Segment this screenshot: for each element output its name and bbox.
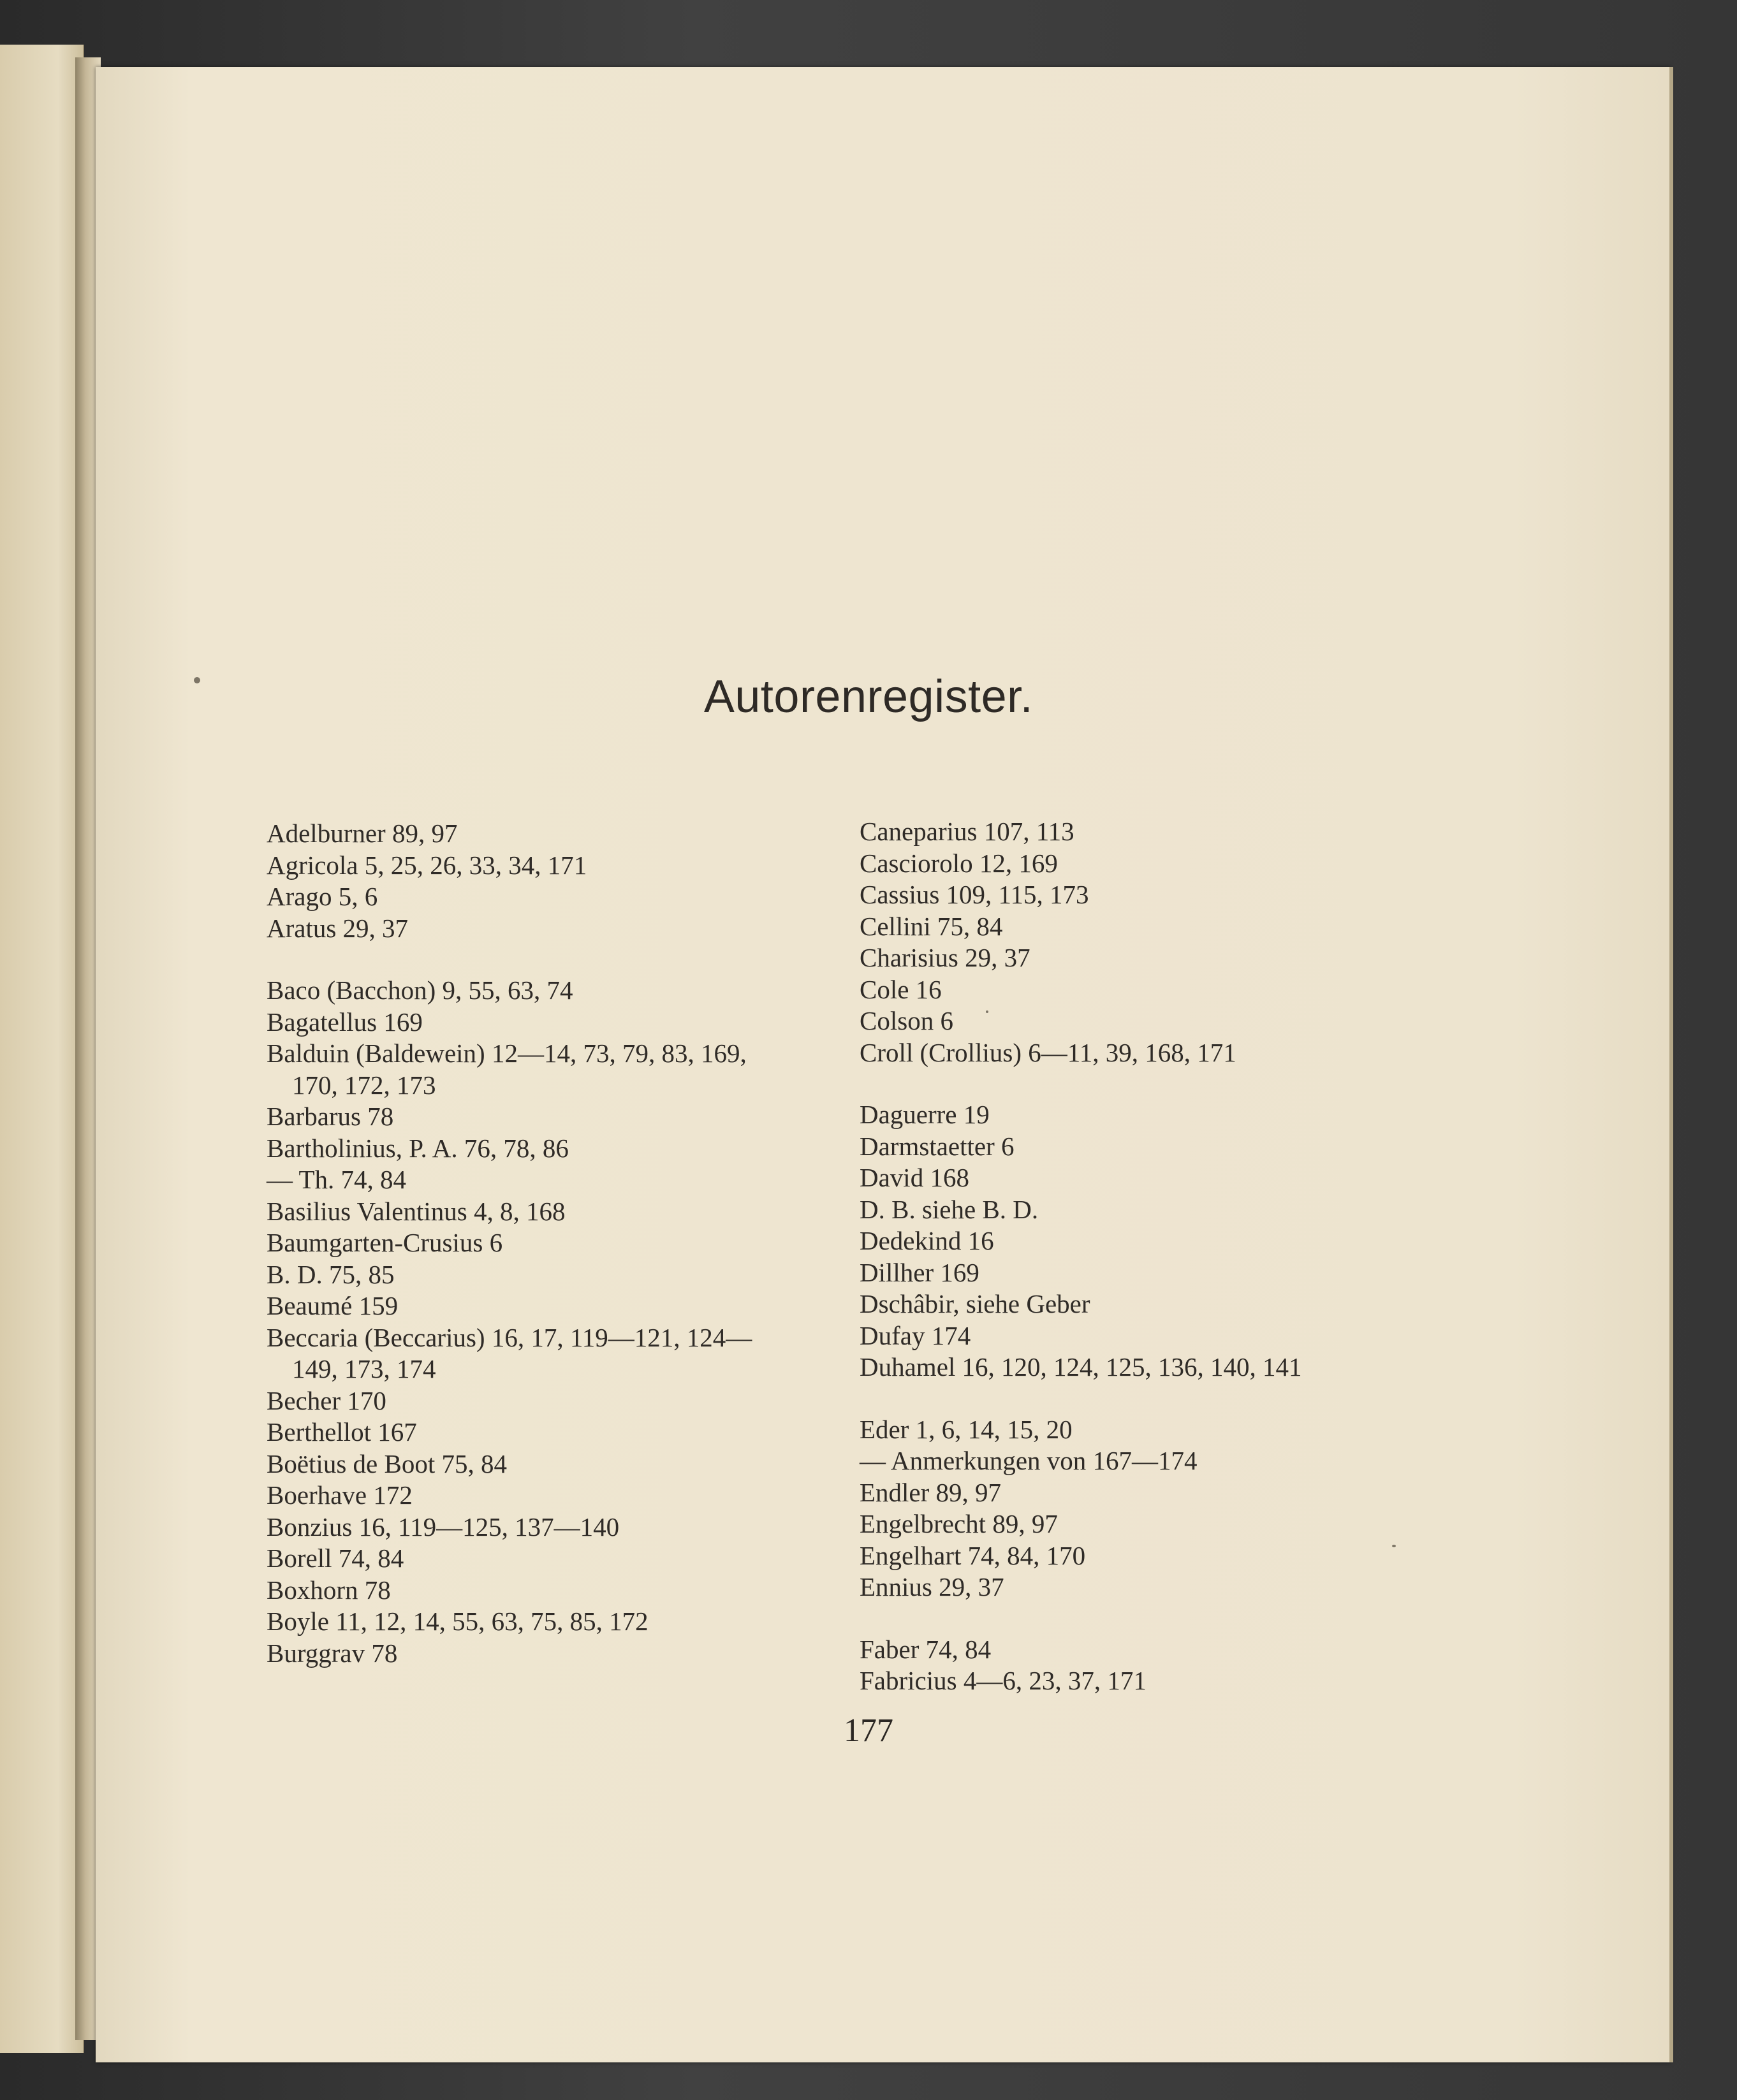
index-entry: Berthellot 167 — [267, 1417, 417, 1447]
index-entry: Cassius 109, 115, 173 — [860, 880, 1089, 909]
index-entry: Burggrav 78 — [267, 1638, 398, 1668]
section-gap — [860, 1068, 1433, 1099]
index-entry: Dufay 174 — [860, 1320, 971, 1350]
index-column-right — [860, 816, 1433, 1697]
index-entry: Baumgarten-Crusius 6 — [267, 1228, 503, 1257]
index-entry: Agricola 5, 25, 26, 33, 34, 171 — [267, 850, 587, 880]
index-entry: Fabricius 4—6, 23, 37, 171 — [860, 1666, 1147, 1695]
index-entry: Duhamel 16, 120, 124, 125, 136, 140, 141 — [860, 1352, 1302, 1382]
page-right-edge — [1669, 67, 1673, 2062]
index-entry: Engelhart 74, 84, 170 — [860, 1540, 1086, 1570]
index-entry: Casciorolo 12, 169 — [860, 848, 1058, 878]
index-entry: Ennius 29, 37 — [860, 1572, 1004, 1601]
index-entry: Dillher 169 — [860, 1257, 979, 1287]
page-title: Autorenregister. — [703, 671, 1034, 722]
index-entry: Bagatellus 169 — [267, 1007, 423, 1037]
index-entry: B. D. 75, 85 — [267, 1259, 395, 1289]
index-entry: Engelbrecht 89, 97 — [860, 1509, 1058, 1538]
section-gap — [267, 944, 879, 975]
index-entry: Daguerre 19 — [860, 1100, 990, 1129]
index-entry: Basilius Valentinus 4, 8, 168 — [267, 1196, 566, 1226]
page-number: 177 — [844, 1712, 893, 1749]
index-entry-continuation: 149, 173, 174 — [292, 1354, 436, 1383]
index-entry: Beaumé 159 — [267, 1291, 399, 1320]
index-entry: Endler 89, 97 — [860, 1477, 1002, 1507]
section-gap — [860, 1383, 1433, 1414]
index-entry: Darmstaetter 6 — [860, 1131, 1015, 1161]
index-entry: Caneparius 107, 113 — [860, 817, 1074, 846]
index-entry: Bonzius 16, 119—125, 137—140 — [267, 1512, 620, 1542]
index-entry: Adelburner 89, 97 — [267, 819, 458, 848]
index-entry: D. B. siehe B. D. — [860, 1194, 1039, 1224]
index-entry: Barbarus 78 — [267, 1102, 394, 1131]
index-entry-continuation: 170, 172, 173 — [292, 1070, 436, 1100]
index-entry: Boyle 11, 12, 14, 55, 63, 75, 85, 172 — [267, 1607, 649, 1636]
index-entry: Colson 6 — [860, 1006, 953, 1035]
index-entry: David 168 — [860, 1163, 969, 1192]
index-entry: Becher 170 — [267, 1385, 386, 1415]
index-entry: Bartholinius, P. A. 76, 78, 86 — [267, 1133, 569, 1163]
index-entry: Borell 74, 84 — [267, 1543, 404, 1573]
index-entry: Cole 16 — [860, 974, 942, 1004]
index-entry: — Anmerkungen von 167—174 — [860, 1446, 1198, 1475]
index-entry: Cellini 75, 84 — [860, 911, 1003, 941]
index-entry: Charisius 29, 37 — [860, 943, 1030, 972]
index-entry: — Th. 74, 84 — [267, 1165, 407, 1194]
index-entry: Dschâbir, siehe Geber — [860, 1289, 1090, 1318]
section-gap — [860, 1603, 1433, 1634]
index-entry: Croll (Crollius) 6—11, 39, 168, 171 — [860, 1037, 1236, 1067]
index-entry: Boxhorn 78 — [267, 1575, 391, 1605]
index-entry: Eder 1, 6, 14, 15, 20 — [860, 1414, 1073, 1444]
index-entry: Dedekind 16 — [860, 1226, 994, 1255]
previous-page-edge — [0, 45, 84, 2053]
index-entry: Balduin (Baldewein) 12—14, 73, 79, 83, 169, — [267, 1039, 747, 1068]
index-entry: Beccaria (Beccarius) 16, 17, 119—121, 124— — [267, 1322, 752, 1352]
index-entry: Baco (Bacchon) 9, 55, 63, 74 — [267, 975, 573, 1005]
index-entry: Boerhave 172 — [267, 1480, 413, 1510]
index-column-left — [267, 818, 879, 1669]
index-entry: Arago 5, 6 — [267, 882, 378, 911]
index-entry: Faber 74, 84 — [860, 1634, 992, 1664]
index-entry: Boëtius de Boot 75, 84 — [267, 1448, 507, 1478]
index-entry: Aratus 29, 37 — [267, 913, 409, 943]
